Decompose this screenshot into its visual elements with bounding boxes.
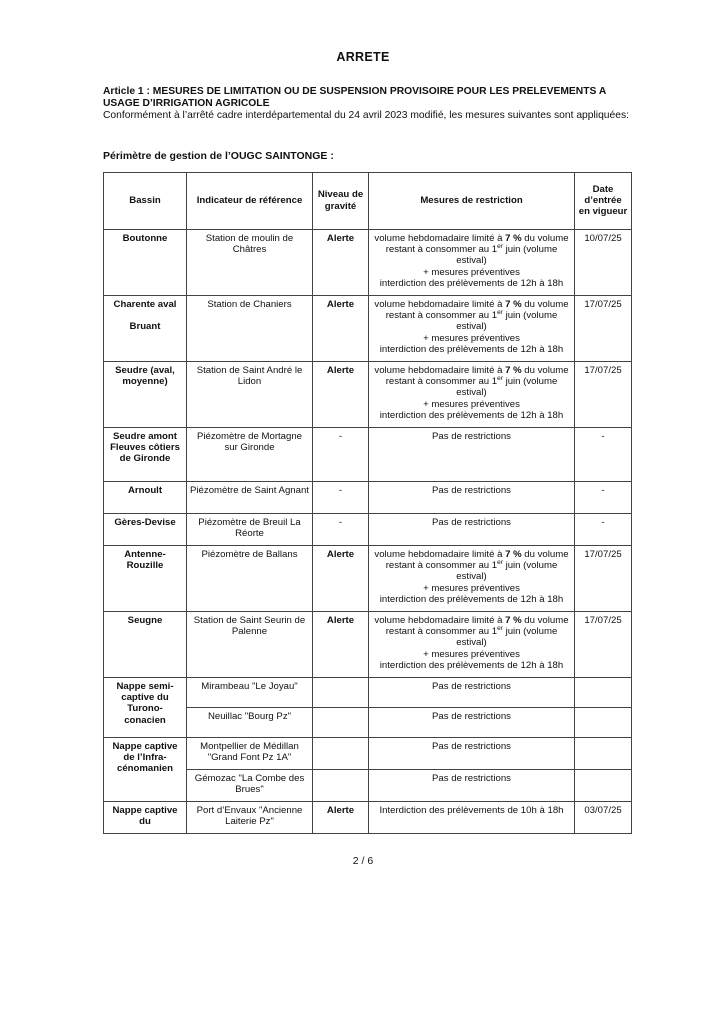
cell-indicateur: Station de Chaniers [187,296,313,362]
cell-bassin [104,296,187,362]
measure-interdiction: interdiction des prélèvements de 12h à 18h [379,409,564,421]
cell-bassin: Boutonne [104,230,187,296]
cell-bassin: Seugne [104,612,187,678]
header-date: Date d’entrée en vigueur [575,173,632,230]
cell-indicateur: Montpellier de Médillan "Grand Font Pz 1A" [187,738,313,770]
cell-indicateur: Neuillac "Bourg Pz" [187,708,313,738]
cell-indicateur: Piézomètre de Saint Agnant [187,482,313,514]
cell-mesures [369,230,575,296]
cell-bassin: Seudre (aval, moyenne) [104,362,187,428]
table-row [104,362,632,428]
cell-bassin: Nappe semi-captive du Turono-conacien [104,678,187,738]
cell-indicateur: Gémozac "La Combe des Brues" [187,770,313,802]
cell-niveau: Alerte [313,612,369,678]
cell-mesures [369,296,575,362]
measure-volume: volume hebdomadaire limité à 7 % du volume restant à consommer au 1er juin (volume estival) [374,549,569,583]
cell-mesures: Pas de restrictions [369,428,575,482]
header-bassin: Bassin [104,173,187,230]
article-intro: Conformément à l’arrêté cadre interdépartemental du 24 avril 2023 modifié, les mesures suivantes sont appliquées: [103,110,629,122]
measure-preventive: + mesures préventives [423,648,520,660]
cell-mesures: Pas de restrictions [369,708,575,738]
cell-niveau: Alerte [313,802,369,834]
cell-date: 10/07/25 [575,230,632,296]
cell-bassin: Antenne-Rouzille [104,546,187,612]
cell-niveau: - [313,514,369,546]
cell-bassin: Arnoult [104,482,187,514]
cell-date [575,770,632,802]
cell-date: 17/07/25 [575,296,632,362]
cell-date: - [575,482,632,514]
cell-mesures: Pas de restrictions [369,678,575,708]
measure-preventive: + mesures préventives [423,332,520,344]
table-row [104,612,632,678]
cell-date: 03/07/25 [575,802,632,834]
table-row [104,482,632,514]
measure-preventive: + mesures préventives [423,266,520,278]
measure-volume: volume hebdomadaire limité à 7 % du volume restant à consommer au 1er juin (volume estival) [374,615,569,649]
cell-niveau: Alerte [313,230,369,296]
cell-bassin: Nappe captive de l’Infra-cénomanien [104,738,187,802]
measure-interdiction: interdiction des prélèvements de 12h à 18h [379,593,564,605]
table-row [104,296,632,362]
article-heading: Article 1 : MESURES DE LIMITATION OU DE SUSPENSION PROVISOIRE POUR LES PRELEVEMENTS A USAGE D’IRRIGATION AGRICOLE [103,86,606,110]
measure-volume: volume hebdomadaire limité à 7 % du volume restant à consommer au 1er juin (volume estival) [374,365,569,399]
cell-mesures [369,546,575,612]
header-indicateur: Indicateur de référence [187,173,313,230]
perimetre-heading: Périmètre de gestion de l’OUGC SAINTONGE : [103,150,334,162]
cell-mesures [369,362,575,428]
header-niveau: Niveau de gravité [313,173,369,230]
bassin-bruant: Bruant [129,321,161,333]
page-title: ARRETE [336,50,390,64]
cell-mesures: Pas de restrictions [369,482,575,514]
cell-indicateur: Piézomètre de Ballans [187,546,313,612]
header-mesures: Mesures de restriction [369,173,575,230]
cell-mesures: Pas de restrictions [369,770,575,802]
measure-volume: volume hebdomadaire limité à 7 % du volume restant à consommer au 1er juin (volume estival) [374,233,569,267]
cell-niveau: Alerte [313,296,369,362]
measure-preventive: + mesures préventives [423,582,520,594]
measure-preventive: + mesures préventives [423,398,520,410]
cell-niveau [313,708,369,738]
cell-date [575,738,632,770]
restriction-table [103,172,632,834]
cell-date: 17/07/25 [575,362,632,428]
measure-interdiction: interdiction des prélèvements de 12h à 18h [379,277,564,289]
cell-niveau: Alerte [313,362,369,428]
cell-bassin: Gères-Devise [104,514,187,546]
cell-date [575,678,632,708]
cell-indicateur: Station de Saint Seurin de Palenne [187,612,313,678]
cell-bassin: Nappe captive du [104,802,187,834]
table-row [104,428,632,482]
cell-indicateur: Mirambeau "Le Joyau" [187,678,313,708]
table-row [104,738,632,770]
article-1 [103,86,631,123]
page-number: 2 / 6 [352,855,374,867]
cell-niveau [313,770,369,802]
cell-indicateur: Piézomètre de Mortagne sur Gironde [187,428,313,482]
cell-indicateur: Port d’Envaux "Ancienne Laiterie Pz" [187,802,313,834]
cell-niveau: - [313,428,369,482]
table-row [104,678,632,708]
table-row [104,514,632,546]
cell-mesures: Pas de restrictions [369,514,575,546]
cell-indicateur: Station de Saint André le Lidon [187,362,313,428]
cell-mesures [369,612,575,678]
cell-indicateur: Station de moulin de Châtres [187,230,313,296]
cell-niveau [313,678,369,708]
cell-date: 17/07/25 [575,546,632,612]
cell-niveau: Alerte [313,546,369,612]
table-header-row [104,173,632,230]
cell-niveau [313,738,369,770]
measure-interdiction: interdiction des prélèvements de 12h à 18h [379,343,564,355]
bassin-charente-aval: Charente aval [113,299,177,310]
table-row [104,802,632,834]
cell-date: 17/07/25 [575,612,632,678]
cell-mesures: Interdiction des prélèvements de 10h à 18h [369,802,575,834]
cell-niveau: - [313,482,369,514]
measure-interdiction: interdiction des prélèvements de 12h à 18h [379,659,564,671]
measure-volume: volume hebdomadaire limité à 7 % du volume restant à consommer au 1er juin (volume estival) [374,299,569,333]
table-row [104,546,632,612]
cell-mesures: Pas de restrictions [369,738,575,770]
table-row [104,230,632,296]
cell-date: - [575,428,632,482]
cell-date: - [575,514,632,546]
cell-date [575,708,632,738]
cell-bassin: Seudre amont Fleuves côtiers de Gironde [104,428,187,482]
cell-indicateur: Piézomètre de Breuil La Réorte [187,514,313,546]
